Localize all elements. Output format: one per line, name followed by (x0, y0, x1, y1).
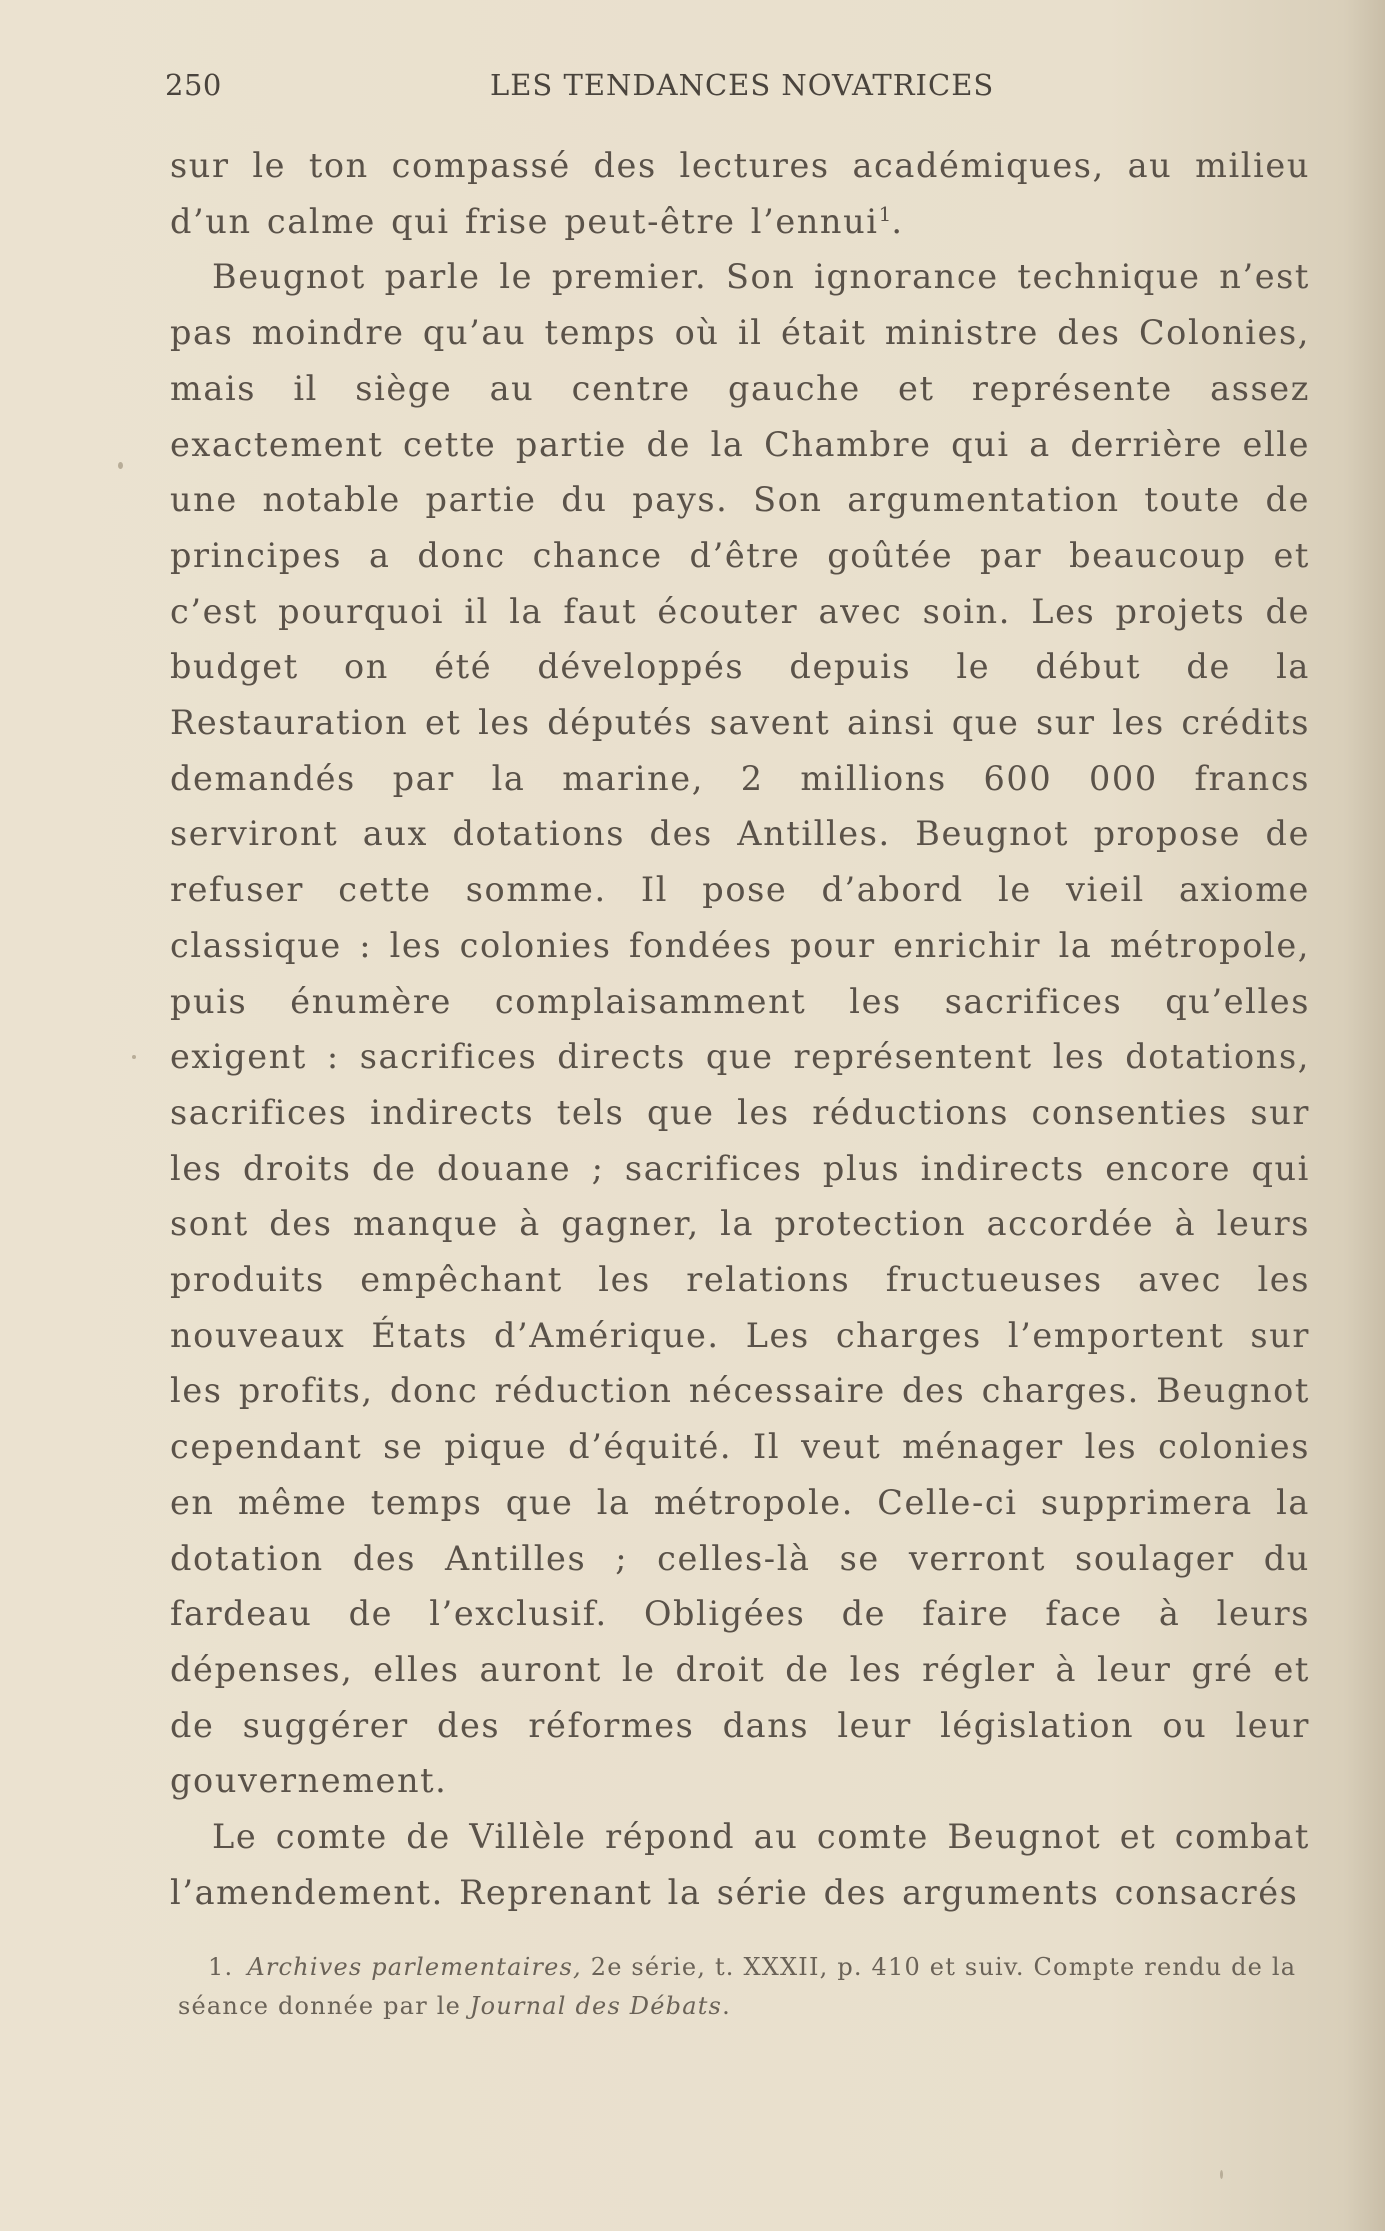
running-title: LES TENDANCES NOVATRICES (490, 68, 995, 102)
footnote-reference[interactable]: 1 (878, 201, 892, 226)
page-number: 250 (165, 68, 222, 102)
paragraph-1-end: . (891, 201, 904, 241)
footnote-source-italic: Archives parlementaires, (247, 1953, 582, 1981)
footnote-number: 1. (208, 1953, 234, 1981)
paragraph-villele: Le comte de Villèle répond au comte Beugnot et combat l’amendement. Reprenant la série des arguments consacrés (170, 1817, 1310, 1912)
footnote-journal-italic: Journal des Débats (469, 1992, 723, 2020)
paragraph-1-text: sur le ton compassé des lectures académiques, au milieu d’un calme qui frise peut-être l’ennui (170, 146, 1310, 241)
footnote-end: . (722, 1992, 731, 2020)
footnote-source-details: 2e série, t. XXXII, p. 410 et suiv. Compte rendu de la séance donnée par le (178, 1953, 1297, 2020)
paper-speck (132, 1055, 136, 1059)
main-text (170, 138, 1310, 1921)
paper-speck (1220, 2170, 1223, 2179)
paper-speck (118, 462, 123, 469)
paragraph-beugnot: Beugnot parle le premier. Son ignorance technique n’est pas moindre qu’au temps où il était ministre des Colonies, mais il siège au centre gauche et représente assez exactement cette partie de la Chambre qui a derrière elle une notable partie du pays. Son argumentation toute de principes a donc chance d’être goûtée par beaucoup et c’est pourquoi il la faut écouter avec soin. Les projets de budget on été développés depuis le début de la Restauration et les députés savent ainsi que sur les crédits demandés par la marine, 2 millions 600 000 francs serviront aux dotations des Antilles. Beugnot propose de refuser cette somme. Il pose d’abord le vieil axiome classique : les colonies fondées pour enrichir la métropole, puis énumère complaisamment les sacrifices qu’elles exigent : sacrifices directs que représentent les dotations, sacrifices indirects tels que les réductions consenties sur les droits de douane ; sacrifices plus indirects encore qui sont des manque à gagner, la protection accordée à leurs produits empêchant les relations fructueuses avec les nouveaux États d’Amérique. Les charges l’emportent sur les profits, donc réduction nécessaire des charges. Beugnot cependant se pique d’équité. Il veut ménager les colonies en même temps que la métropole. Celle-ci supprimera la dotation des Antilles ; celles-là se verront soulager du fardeau de l’exclusif. Obligées de faire face à leurs dépenses, elles auront le droit de les régler à leur gré et de suggérer des réformes dans leur législation ou leur gouvernement. (170, 257, 1310, 1801)
page-header (165, 68, 1315, 112)
paragraph-continued (170, 138, 1310, 249)
footnote-text (178, 1948, 1318, 2026)
footnote (178, 1948, 1318, 2026)
